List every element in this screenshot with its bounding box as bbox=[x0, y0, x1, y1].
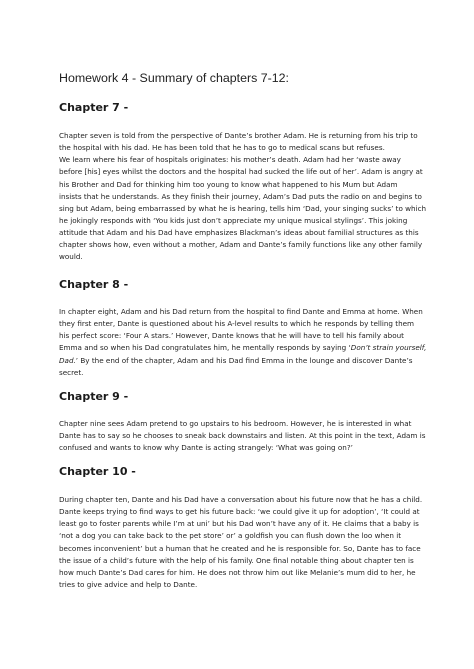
document-title: Homework 4 - Summary of chapters 7-12: bbox=[59, 71, 289, 85]
chapter-8-paragraph bbox=[59, 306, 431, 379]
text-line: he jokingly responds with ‘You kids just don’t appreciate my unique musical stylings’. This joking bbox=[59, 215, 408, 225]
text-line: the issue of a child’s future with the help of his family. One final notable thing about chapter ten is bbox=[59, 555, 414, 565]
text-line: chapter shows how, even without a mother, Adam and Dante’s family functions like any other family bbox=[59, 240, 423, 250]
chapter-7-heading: Chapter 7 - bbox=[59, 101, 129, 114]
chapter-10-paragraph bbox=[59, 494, 431, 591]
text-line: Dante has to say so he chooses to sneak back downstairs and listen. At this point in the text, Adam is bbox=[59, 431, 426, 441]
text-line: Emma and so when his Dad congratulates him, he mentally responds by saying ‘Don’t strain yourself, bbox=[59, 343, 427, 353]
chapter-9-paragraph bbox=[59, 418, 431, 454]
text-line: secret. bbox=[59, 367, 84, 377]
text-line: sing but Adam, being embarrassed by what he is hearing, tells him ‘Dad, your singing sucks’ to which bbox=[59, 203, 427, 213]
text-line: would. bbox=[59, 252, 83, 262]
text-line: becomes inconvenient’ but a human that he created and he is responsible for. So, Dante has to face bbox=[59, 543, 421, 553]
italic-quote: Dad. bbox=[59, 355, 76, 365]
chapter-7-paragraph bbox=[59, 130, 431, 264]
text-line: insists that he understands. As they finish their journey, Adam’s Dad puts the radio on and begins to bbox=[59, 191, 422, 201]
italic-quote: Don’t strain yourself, bbox=[350, 343, 427, 353]
text-line: his Brother and Dad for thinking him too young to know what happened to his Mum but Adam bbox=[59, 179, 398, 189]
text-line: before [his] eyes whilst the doctors and the hospital had sucked the life out of her’. Adam is angry at bbox=[59, 167, 423, 177]
text-line: In chapter eight, Adam and his Dad return from the hospital to find Dante and Emma at home. When bbox=[59, 307, 423, 316]
text-line: ‘not a dog you can take back to the pet store’ or’ a goldfish you can flush down the loo when it bbox=[59, 531, 402, 541]
text-line: confused and wants to know why Dante is acting strangely: ‘What was going on?’ bbox=[59, 443, 353, 453]
text-line: least go to foster parents while I’m at uni’ but his Dad won’t have any of it. He claims that a baby is bbox=[59, 519, 419, 529]
text-line: the hospital with his dad. He has been told that he has to go to medical scans but refuses. bbox=[59, 143, 385, 153]
chapter-9-heading: Chapter 9 - bbox=[59, 390, 129, 403]
text-line: During chapter ten, Dante and his Dad have a conversation about his future now that he has a child. bbox=[59, 495, 423, 504]
chapter-8-heading: Chapter 8 - bbox=[59, 278, 129, 291]
text-line: they first enter, Dante is questioned about his A-level results to which he responds by telling them bbox=[59, 319, 415, 329]
text-line: Chapter nine sees Adam pretend to go upstairs to his bedroom. However, he is interested in what bbox=[59, 419, 412, 428]
text-line: Dante keeps trying to find ways to get his future back: ‘we could give it up for adoption’, ‘It could at bbox=[59, 507, 420, 517]
text-line: Chapter seven is told from the perspective of Dante’s brother Adam. He is returning from his trip to bbox=[59, 131, 418, 140]
text-line: Dad.’ By the end of the chapter, Adam and his Dad find Emma in the lounge and discover Dante’s bbox=[59, 355, 413, 365]
text-line: tries to give advice and help to Dante. bbox=[59, 579, 198, 589]
text-line: how much Dante’s Dad cares for him. He does not throw him out like Melanie’s mum did to her, he bbox=[59, 567, 416, 577]
text-line: his perfect score: ‘Four A stars.’ However, Dante knows that he will have to tell his family about bbox=[59, 331, 404, 341]
text-line: We learn where his fear of hospitals originates: his mother’s death. Adam had her ‘waste away bbox=[59, 155, 401, 165]
chapter-10-heading: Chapter 10 - bbox=[59, 465, 136, 478]
text-line: attitude that Adam and his Dad have emphasizes Blackman’s ideas about familial structures as this bbox=[59, 228, 419, 238]
